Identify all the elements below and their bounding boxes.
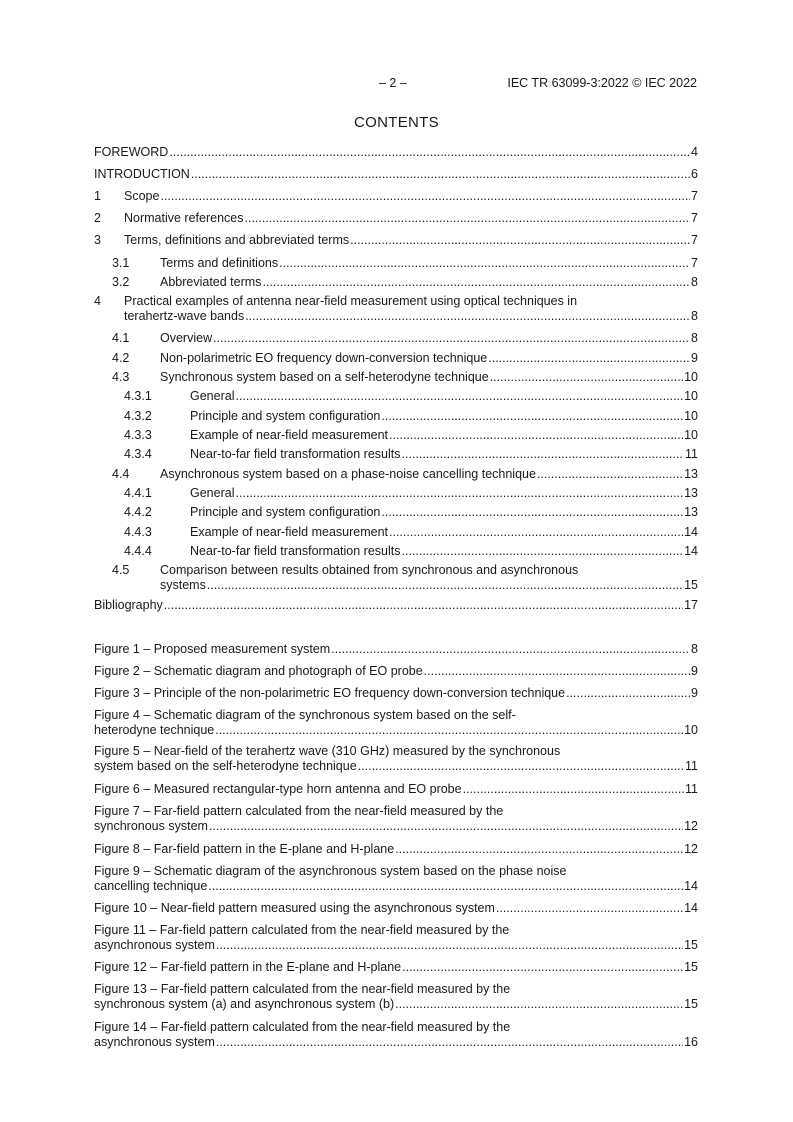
toc-entry-text: Synchronous system based on a self-heterodyne technique xyxy=(160,370,489,384)
toc-entry-page: 7 xyxy=(691,256,698,270)
leader-dots xyxy=(358,759,684,774)
figure-entry-5[interactable] xyxy=(94,744,698,774)
toc-entry-page: 7 xyxy=(691,211,698,225)
toc-entry-scope[interactable] xyxy=(94,189,698,204)
figure-entry-page: 10 xyxy=(684,723,698,737)
toc-entry-comparison[interactable] xyxy=(94,563,698,593)
toc-entry-text: Scope xyxy=(124,189,160,203)
leader-dots xyxy=(213,331,690,346)
toc-entry-async-transformation[interactable] xyxy=(94,544,698,559)
toc-entry-text: Example of near-field measurement xyxy=(190,525,389,539)
toc-entry-page: 8 xyxy=(691,275,698,289)
leader-dots xyxy=(496,901,683,916)
leader-dots xyxy=(216,1035,683,1050)
toc-entry-number: 4.3 xyxy=(112,370,130,384)
toc-entry-number: 3.1 xyxy=(112,256,130,270)
toc-entry-page: 13 xyxy=(684,486,698,500)
toc-entry-text: Principle and system configuration xyxy=(190,505,381,519)
toc-entry-number: 4.1 xyxy=(112,331,130,345)
figure-entry-8[interactable] xyxy=(94,842,698,857)
figure-entry-text: Figure 11 – Far-field pattern calculated from the near-field measured by the xyxy=(94,923,510,937)
leader-dots xyxy=(402,447,685,462)
toc-entry-page: 11 xyxy=(685,447,698,461)
leader-dots xyxy=(463,782,684,797)
leader-dots xyxy=(424,664,690,679)
figure-entry-text-continued: system based on the self-heterodyne technique xyxy=(94,759,357,773)
toc-entry-page: 13 xyxy=(684,505,698,519)
figure-entry-text: Figure 1 – Proposed measurement system xyxy=(94,642,331,656)
toc-entry-bibliography[interactable] xyxy=(94,598,698,613)
leader-dots xyxy=(279,256,690,271)
figure-entry-page: 14 xyxy=(684,901,698,915)
page-title: CONTENTS xyxy=(354,114,439,131)
leader-dots xyxy=(164,598,683,613)
toc-entry-page: 4 xyxy=(691,145,698,159)
toc-entry-page: 7 xyxy=(691,189,698,203)
figure-entry-page: 9 xyxy=(691,686,698,700)
toc-entry-terms-and-definitions[interactable] xyxy=(94,256,698,271)
page-number: – 2 – xyxy=(379,76,407,90)
figure-entry-page: 11 xyxy=(685,759,698,773)
leader-dots xyxy=(566,686,690,701)
figure-entry-page: 16 xyxy=(684,1035,698,1049)
toc-entry-number: 4.3.1 xyxy=(124,389,152,403)
figure-entry-12[interactable] xyxy=(94,960,698,975)
toc-entry-number: 4.3.3 xyxy=(124,428,152,442)
figure-entry-text: Figure 8 – Far-field pattern in the E-plane and H-plane xyxy=(94,842,395,856)
toc-entry-text: Bibliography xyxy=(94,598,163,612)
toc-entry-page: 10 xyxy=(684,409,698,423)
figure-entry-14[interactable] xyxy=(94,1020,698,1050)
figure-entry-3[interactable] xyxy=(94,686,698,701)
leader-dots xyxy=(216,938,683,953)
toc-entry-sync-general[interactable] xyxy=(94,389,698,404)
figure-entry-page: 12 xyxy=(684,819,698,833)
toc-entry-page: 6 xyxy=(691,167,698,181)
toc-entry-text: INTRODUCTION xyxy=(94,167,190,181)
toc-entry-async-example[interactable] xyxy=(94,525,698,540)
figure-entry-page: 8 xyxy=(691,642,698,656)
toc-entry-text: General xyxy=(190,389,235,403)
toc-entry-text: Normative references xyxy=(124,211,244,225)
toc-entry-text: Overview xyxy=(160,331,213,345)
figure-entry-1[interactable] xyxy=(94,642,698,657)
toc-entry-text: Terms and definitions xyxy=(160,256,279,270)
toc-entry-text: Near-to-far field transformation results xyxy=(190,447,401,461)
toc-entry-text-continued: systems xyxy=(160,578,206,592)
figure-entry-text-continued: heterodyne technique xyxy=(94,723,215,737)
toc-entry-number: 4 xyxy=(94,294,101,308)
toc-entry-page: 15 xyxy=(684,578,698,592)
figure-entry-text: Figure 4 – Schematic diagram of the synchronous system based on the self- xyxy=(94,708,516,722)
leader-dots xyxy=(350,233,690,248)
toc-entry-page: 10 xyxy=(684,389,698,403)
toc-entry-number: 4.4.2 xyxy=(124,505,152,519)
toc-entry-async-general[interactable] xyxy=(94,486,698,501)
leader-dots xyxy=(235,486,683,501)
toc-entry-sync-transformation[interactable] xyxy=(94,447,698,462)
leader-dots xyxy=(262,275,690,290)
toc-entry-text: FOREWORD xyxy=(94,145,169,159)
figure-entry-text: Figure 12 – Far-field pattern in the E-plane and H-plane xyxy=(94,960,402,974)
figure-entry-text-continued: asynchronous system xyxy=(94,938,215,952)
toc-entry-page: 17 xyxy=(684,598,698,612)
figure-entry-text: Figure 14 – Far-field pattern calculated from the near-field measured by the xyxy=(94,1020,511,1034)
leader-dots xyxy=(169,145,690,160)
toc-entry-text: Terms, definitions and abbreviated terms xyxy=(124,233,350,247)
toc-entry-text: Near-to-far field transformation results xyxy=(190,544,401,558)
figure-entry-text-continued: asynchronous system xyxy=(94,1035,215,1049)
toc-entry-synchronous-system[interactable] xyxy=(94,370,698,385)
toc-entry-text: Abbreviated terms xyxy=(160,275,262,289)
toc-entry-text-continued: terahertz-wave bands xyxy=(124,309,245,323)
toc-entry-page: 8 xyxy=(691,309,698,323)
toc-entry-sync-example[interactable] xyxy=(94,428,698,443)
toc-entry-text: Example of near-field measurement xyxy=(190,428,389,442)
toc-entry-normative-references[interactable] xyxy=(94,211,698,226)
toc-entry-text: Non-polarimetric EO frequency down-conversion technique xyxy=(160,351,488,365)
toc-entry-practical-examples[interactable] xyxy=(94,294,698,324)
figure-entry-text: Figure 3 – Principle of the non-polarimetric EO frequency down-conversion technique xyxy=(94,686,566,700)
figure-entry-text-continued: cancelling technique xyxy=(94,879,208,893)
leader-dots xyxy=(402,960,683,975)
toc-entry-text: Asynchronous system based on a phase-noise cancelling technique xyxy=(160,467,536,481)
leader-dots xyxy=(191,167,690,182)
leader-dots xyxy=(381,409,683,424)
figure-entry-page: 14 xyxy=(684,879,698,893)
toc-entry-foreword[interactable] xyxy=(94,145,698,160)
leader-dots xyxy=(208,879,683,894)
leader-dots xyxy=(490,370,683,385)
toc-entry-number: 4.5 xyxy=(112,563,130,577)
toc-entry-overview[interactable] xyxy=(94,331,698,346)
toc-entry-number: 3 xyxy=(94,233,101,247)
toc-entry-page: 10 xyxy=(684,370,698,384)
toc-entry-number: 4.4 xyxy=(112,467,130,481)
figure-entry-text: Figure 5 – Near-field of the terahertz wave (310 GHz) measured by the synchronous xyxy=(94,744,561,758)
toc-entry-number: 1 xyxy=(94,189,101,203)
leader-dots xyxy=(389,428,683,443)
toc-entry-async-principle[interactable] xyxy=(94,505,698,520)
leader-dots xyxy=(488,351,690,366)
figure-entry-text-continued: synchronous system xyxy=(94,819,208,833)
toc-entry-number: 4.4.4 xyxy=(124,544,152,558)
figure-entry-text: Figure 7 – Far-field pattern calculated from the near-field measured by the xyxy=(94,804,504,818)
figure-entry-text: Figure 2 – Schematic diagram and photograph of EO probe xyxy=(94,664,423,678)
toc-entry-page: 9 xyxy=(691,351,698,365)
toc-entry-number: 3.2 xyxy=(112,275,130,289)
leader-dots xyxy=(537,467,683,482)
toc-entry-number: 4.4.3 xyxy=(124,525,152,539)
figure-entry-10[interactable] xyxy=(94,901,698,916)
toc-entry-page: 10 xyxy=(684,428,698,442)
leader-dots xyxy=(402,544,684,559)
toc-entry-text: Practical examples of antenna near-field measurement using optical techniques in xyxy=(124,294,578,308)
toc-entry-asynchronous-system[interactable] xyxy=(94,467,698,482)
figure-entry-7[interactable] xyxy=(94,804,698,834)
figure-entry-text: Figure 9 – Schematic diagram of the asynchronous system based on the phase noise xyxy=(94,864,567,878)
leader-dots xyxy=(245,309,690,324)
figure-entry-text: Figure 13 – Far-field pattern calculated from the near-field measured by the xyxy=(94,982,511,996)
leader-dots xyxy=(389,525,683,540)
figure-entry-text: Figure 10 – Near-field pattern measured using the asynchronous system xyxy=(94,901,495,915)
leader-dots xyxy=(395,842,683,857)
figure-entry-text: Figure 6 – Measured rectangular-type horn antenna and EO probe xyxy=(94,782,462,796)
figure-entry-4[interactable] xyxy=(94,708,698,738)
figure-entry-page: 15 xyxy=(684,960,698,974)
toc-entry-page: 14 xyxy=(684,525,698,539)
figure-entry-page: 15 xyxy=(684,938,698,952)
leader-dots xyxy=(235,389,683,404)
leader-dots xyxy=(160,189,690,204)
figure-entry-page: 11 xyxy=(685,782,698,796)
figure-entry-page: 12 xyxy=(684,842,698,856)
toc-entry-page: 13 xyxy=(684,467,698,481)
leader-dots xyxy=(381,505,683,520)
figure-entry-9[interactable] xyxy=(94,864,698,894)
leader-dots xyxy=(245,211,691,226)
figure-entry-6[interactable] xyxy=(94,782,698,797)
toc-entry-page: 14 xyxy=(684,544,698,558)
leader-dots xyxy=(395,997,683,1012)
leader-dots xyxy=(215,723,683,738)
toc-entry-non-polarimetric[interactable] xyxy=(94,351,698,366)
leader-dots xyxy=(209,819,683,834)
toc-entry-number: 4.4.1 xyxy=(124,486,152,500)
leader-dots xyxy=(207,578,683,593)
toc-entry-abbreviated-terms[interactable] xyxy=(94,275,698,290)
document-reference: IEC TR 63099-3:2022 © IEC 2022 xyxy=(507,76,697,90)
figure-entry-13[interactable] xyxy=(94,982,698,1012)
toc-entry-introduction[interactable] xyxy=(94,167,698,182)
toc-entry-number: 4.2 xyxy=(112,351,130,365)
toc-entry-page: 7 xyxy=(691,233,698,247)
toc-entry-sync-principle[interactable] xyxy=(94,409,698,424)
toc-entry-text: Comparison between results obtained from synchronous and asynchronous xyxy=(160,563,579,577)
toc-entry-text: Principle and system configuration xyxy=(190,409,381,423)
toc-entry-number: 2 xyxy=(94,211,101,225)
toc-entry-text: General xyxy=(190,486,235,500)
figure-entry-11[interactable] xyxy=(94,923,698,953)
figure-entry-page: 15 xyxy=(684,997,698,1011)
figure-entry-2[interactable] xyxy=(94,664,698,679)
figure-entry-text-continued: synchronous system (a) and asynchronous system (b) xyxy=(94,997,395,1011)
leader-dots xyxy=(331,642,690,657)
toc-entry-number: 4.3.4 xyxy=(124,447,152,461)
toc-entry-page: 8 xyxy=(691,331,698,345)
toc-entry-terms[interactable] xyxy=(94,233,698,248)
figure-entry-page: 9 xyxy=(691,664,698,678)
toc-entry-number: 4.3.2 xyxy=(124,409,152,423)
